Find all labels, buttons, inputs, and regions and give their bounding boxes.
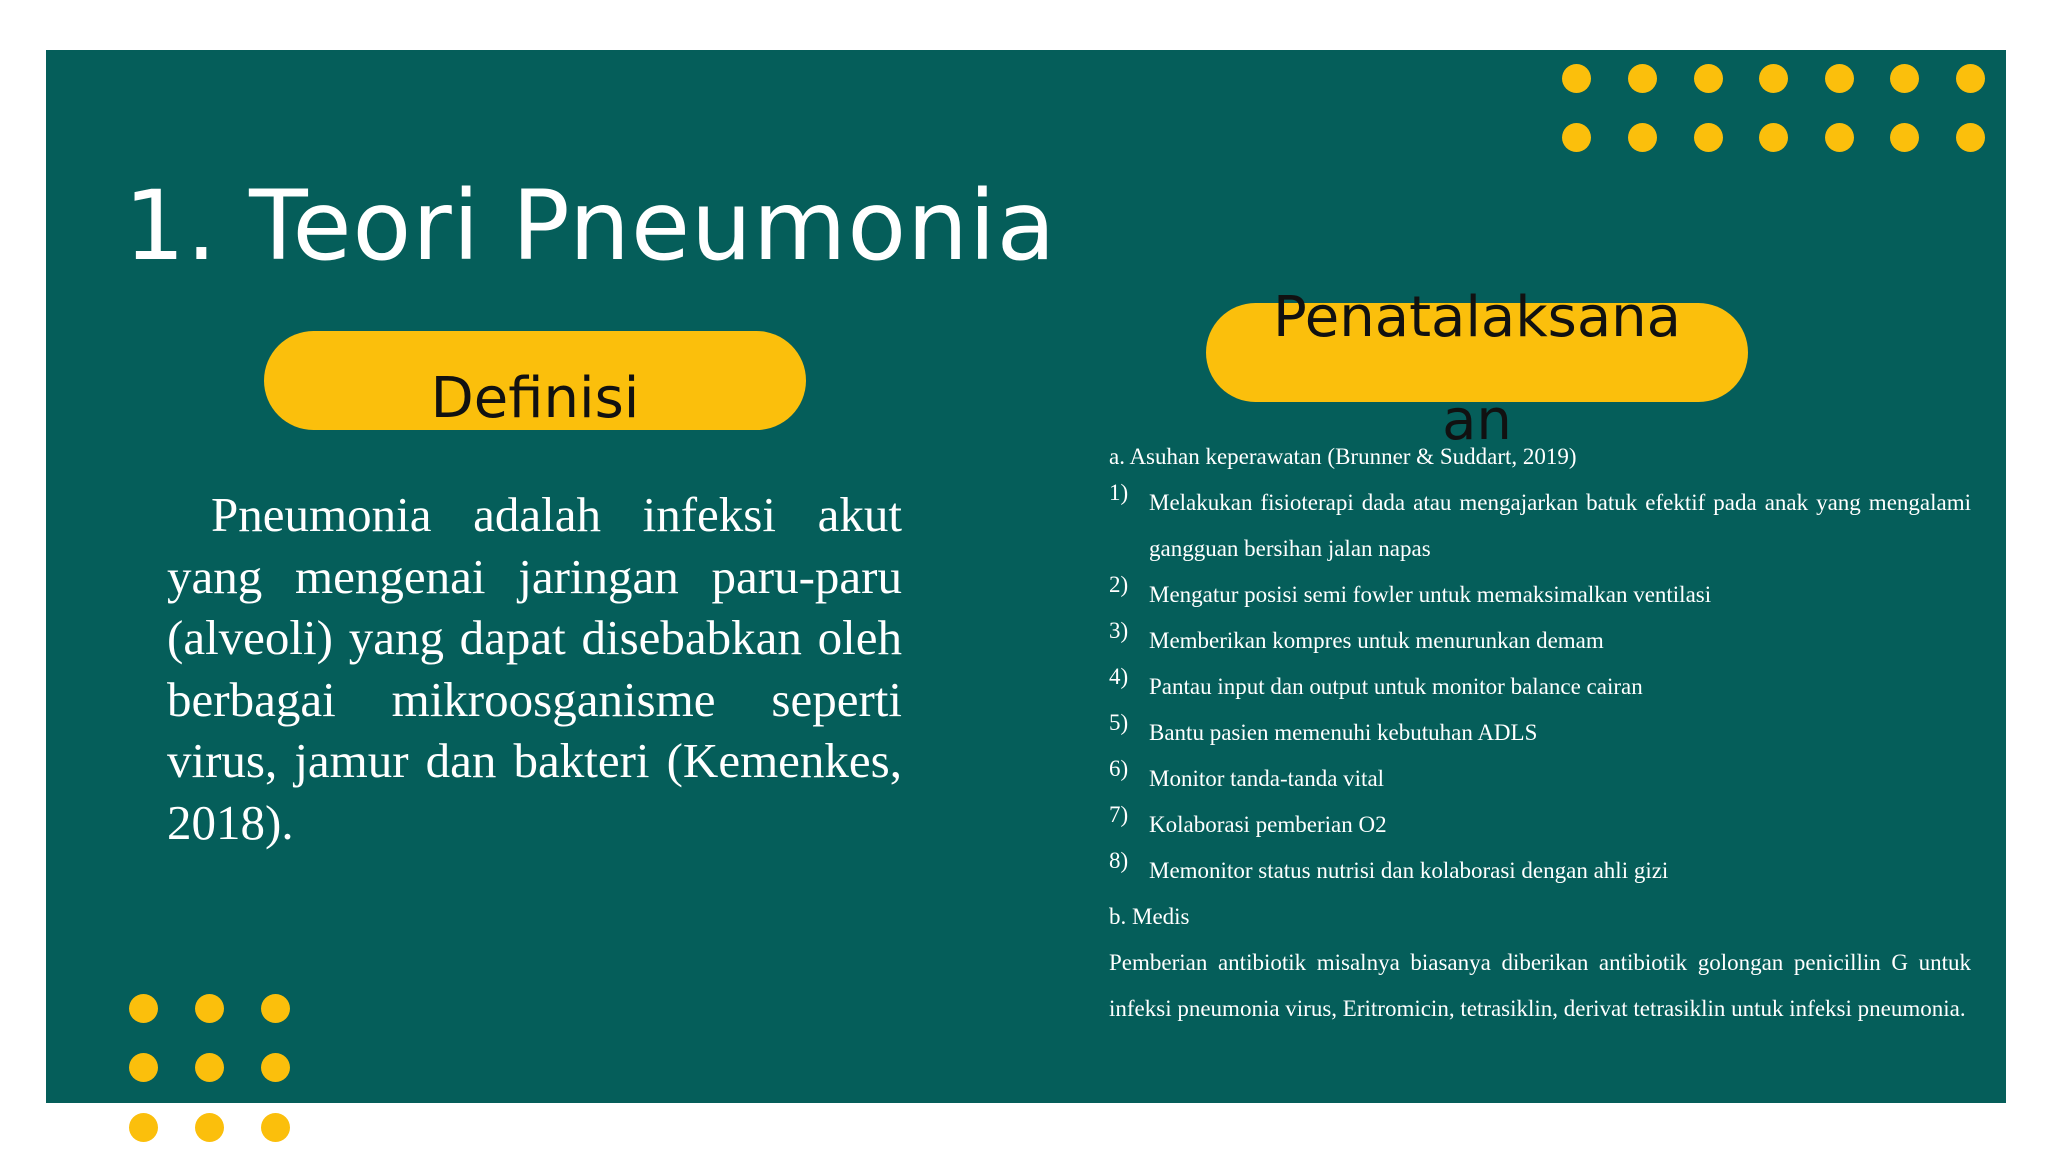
list-item-number: 4) — [1109, 664, 1129, 689]
dot-icon — [1956, 123, 1985, 152]
list-item — [1109, 802, 1971, 848]
penatalaksanaan-content — [1109, 434, 1971, 1032]
dot-icon — [195, 1113, 224, 1142]
list-item-number: 7) — [1109, 802, 1129, 827]
list-item-number: 2) — [1109, 572, 1129, 597]
penatalaksanaan-label-line2: an — [1442, 388, 1512, 453]
definisi-text: Pneumonia adalah infeksi akut yang mengenai jaringan paru-paru (alveoli) yang dapat disebabkan oleh berbagai mikroosganisme seperti virus, jamur dan bakteri (Kemenkes, 2018). — [167, 487, 902, 850]
list-item-number: 1) — [1109, 480, 1129, 505]
list-item-text: Monitor tanda-tanda vital — [1149, 766, 1385, 791]
list-item — [1109, 756, 1971, 802]
dot-icon — [129, 1053, 158, 1082]
dot-icon — [1825, 64, 1854, 93]
dot-icon — [195, 1053, 224, 1082]
dot-icon — [1759, 64, 1788, 93]
dot-icon — [1956, 64, 1985, 93]
list-item-number: 6) — [1109, 756, 1129, 781]
list-item — [1109, 572, 1971, 618]
list-item-text: Memberikan kompres untuk menurunkan demam — [1149, 628, 1604, 653]
dot-icon — [195, 994, 224, 1023]
dot-icon — [261, 1053, 290, 1082]
dot-icon — [1694, 123, 1723, 152]
medis-text: Pemberian antibiotik misalnya biasanya diberikan antibiotik golongan penicillin G untuk infeksi pneumonia virus, Eritromicin, tetrasiklin, derivat tetrasiklin untuk infeksi pneumonia. — [1109, 950, 1971, 1021]
list-item-number: 8) — [1109, 848, 1129, 873]
list-item-text: Bantu pasien memenuhi kebutuhan ADLS — [1149, 720, 1538, 745]
dot-icon — [1628, 123, 1657, 152]
dot-icon — [261, 994, 290, 1023]
dot-icon — [129, 994, 158, 1023]
dot-icon — [1694, 64, 1723, 93]
list-item-text: Memonitor status nutrisi dan kolaborasi dengan ahli gizi — [1149, 858, 1669, 883]
dot-icon — [1759, 123, 1788, 152]
list-item-number: 3) — [1109, 618, 1129, 643]
dot-icon — [1562, 123, 1591, 152]
list-item-text: Melakukan fisioterapi dada atau mengajarkan batuk efektif pada anak yang mengalami gangguan bersihan jalan napas — [1149, 490, 1971, 561]
section-a-heading: a. Asuhan keperawatan (Brunner & Suddart, 2019) — [1109, 444, 1577, 469]
list-item — [1109, 618, 1971, 664]
list-item-text: Pantau input dan output untuk monitor balance cairan — [1149, 674, 1643, 699]
list-item-number: 5) — [1109, 710, 1129, 735]
dot-icon — [129, 1113, 158, 1142]
dot-icon — [1890, 123, 1919, 152]
list-item-text: Kolaborasi pemberian O2 — [1149, 812, 1387, 837]
page-title: 1. Teori Pneumonia — [124, 170, 1057, 282]
list-item — [1109, 710, 1971, 756]
dot-icon — [1628, 64, 1657, 93]
dot-icon — [261, 1113, 290, 1142]
penatalaksanaan-label-line1: Penatalaksana — [1273, 285, 1681, 350]
list-item — [1109, 664, 1971, 710]
list-item-text: Mengatur posisi semi fowler untuk memaksimalkan ventilasi — [1149, 582, 1712, 607]
dot-icon — [1890, 64, 1919, 93]
list-item — [1109, 848, 1971, 894]
section-b-heading: b. Medis — [1109, 904, 1190, 929]
dot-icon — [1562, 64, 1591, 93]
definisi-label: Definisi — [430, 366, 640, 431]
list-item — [1109, 480, 1971, 572]
dot-icon — [1825, 123, 1854, 152]
